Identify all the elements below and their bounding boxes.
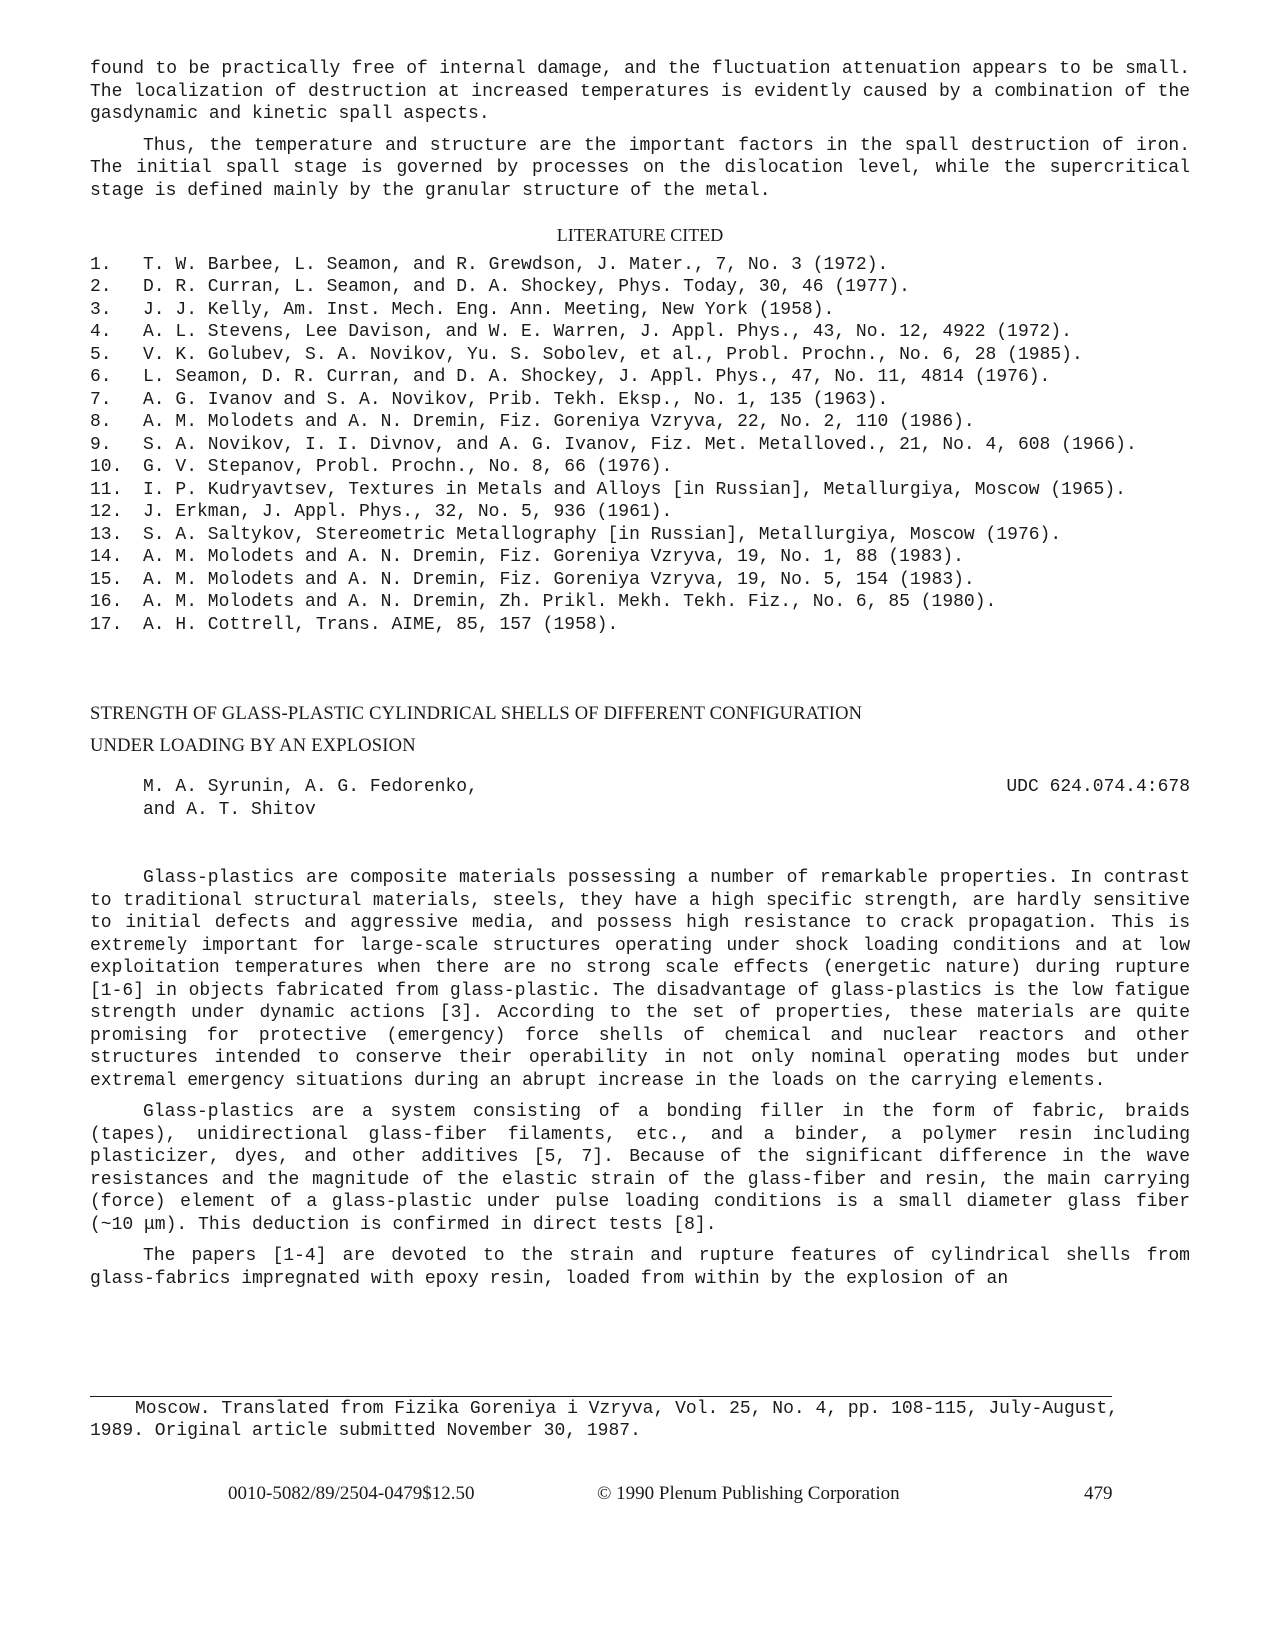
article-title-line-2: UNDER LOADING BY AN EXPLOSION [90,736,416,756]
page-footer [0,1483,1275,1507]
footnote-divider [90,1396,1112,1397]
footnote-line-1: Moscow. Translated from Fizika Goreniya i Vzryva, Vol. 25, No. 4, pp. 108-115, July-August, [135,1399,1118,1419]
reference-number: 8. [90,412,112,432]
reference-number: 3. [90,299,112,320]
reference-number: 15. [90,569,123,590]
reference-text: A. G. Ivanov and S. A. Novikov, Prib. Tekh. Eksp., No. 1, 135 (1963). [143,389,889,410]
reference-item [90,456,1190,479]
reference-text: L. Seamon, D. R. Curran, and D. A. Shockey, J. Appl. Phys., 47, No. 11, 4814 (1976). [143,367,1051,387]
reference-number: 12. [90,502,123,522]
reference-item [90,434,1190,457]
reference-text: A. L. Stevens, Lee Davison, and W. E. Warren, J. Appl. Phys., 43, No. 12, 4922 (1972). [143,322,1072,342]
reference-number: 6. [90,367,112,387]
reference-item [90,344,1190,367]
reference-number: 7. [90,389,112,410]
reference-text: J. Erkman, J. Appl. Phys., 32, No. 5, 936 (1961). [143,502,673,522]
authors [143,776,478,821]
intro-paragraph-1: found to be practically free of internal damage, and the fluctuation attenuation appears to be small. The localization of destruction at increased temperatures is evidently caused by a combination of the gasdynamic and kinetic spall aspects. [90,59,1190,124]
copyright: © 1990 Plenum Publishing Corporation [597,1483,900,1504]
footnote-line-2: 1989. Original article submitted November 30, 1987. [90,1421,641,1441]
reference-text: A. M. Molodets and A. N. Dremin, Fiz. Goreniya Vzryva, 22, No. 2, 110 (1986). [143,412,975,432]
reference-number: 17. [90,614,123,635]
footnote [90,1398,1150,1442]
article-title-line-1: STRENGTH OF GLASS-PLASTIC CYLINDRICAL SHELLS OF DIFFERENT CONFIGURATION [90,704,863,724]
reference-item [90,524,1190,547]
body-paragraph-1: Glass-plastics are composite materials possessing a number of remarkable properties. In contrast to traditional structural materials, steels, they have a high specific strength, are hardly sensitive to initial defects and aggressive media, and possess high resistance to crack propagation. This is extremely important for large-scale structures operating under shock loading conditions and at low exploitation temperatures when there are no strong scale effects (energetic nature) during rupture [1-6] in objects fabricated from glass-plastic. The disadvantage of glass-plastics is the low fatigue strength under dynamic actions [3]. According to the set of properties, these materials are quite promising for protective (emergency) force shells of chemical and nuclear reactors and other structures intended to conserve their operability in not only nominal operating modes but under extremal emergency situations during an abrupt increase in the loads on the carrying elements. [90,868,1190,1091]
intro-paragraph-2: Thus, the temperature and structure are the important factors in the spall destruction of iron. The initial spall stage is governed by processes on the dislocation level, while the supercritical stage is defined mainly by the granular structure of the metal. [90,135,1190,201]
reference-text: T. W. Barbee, L. Seamon, and R. Grewdson, J. Mater., 7, No. 3 (1972). [143,254,889,275]
reference-text: D. R. Curran, L. Seamon, and D. A. Shockey, Phys. Today, 30, 46 (1977). [143,277,910,297]
udc-code: UDC 624.074.4:678 [1006,777,1190,797]
article-body [90,867,1190,1290]
reference-number: 11. [90,479,123,500]
reference-item [90,254,1190,277]
reference-number: 10. [90,457,123,477]
reference-text: A. M. Molodets and A. N. Dremin, Zh. Prikl. Mekh. Tekh. Fiz., No. 6, 85 (1980). [143,592,997,612]
body-paragraph-3: The papers [1-4] are devoted to the strain and rupture features of cylindrical shells from glass-fabrics impregnated with epoxy resin, loaded from within by the explosion of an [90,1246,1190,1289]
reference-number: 13. [90,524,123,545]
reference-item [90,501,1190,524]
reference-text: S. A. Saltykov, Stereometric Metallography [in Russian], Metallurgiya, Moscow (1976). [143,524,1062,545]
reference-text: V. K. Golubev, S. A. Novikov, Yu. S. Sobolev, et al., Probl. Prochn., No. 6, 28 (1985). [143,344,1083,365]
authors-line-2: and A. T. Shitov [143,799,316,820]
reference-item [90,479,1190,502]
reference-number: 2. [90,277,112,297]
reference-number: 9. [90,434,112,455]
article-title [90,698,1190,762]
reference-item [90,569,1190,592]
reference-number: 14. [90,547,123,567]
reference-text: A. M. Molodets and A. N. Dremin, Fiz. Goreniya Vzryva, 19, No. 1, 88 (1983). [143,547,964,567]
reference-text: A. M. Molodets and A. N. Dremin, Fiz. Goreniya Vzryva, 19, No. 5, 154 (1983). [143,569,975,590]
reference-text: S. A. Novikov, I. I. Divnov, and A. G. Ivanov, Fiz. Met. Metalloved., 21, No. 4, 608 (1966). [143,434,1137,455]
reference-item [90,546,1190,569]
references-heading: LITERATURE CITED [556,225,724,245]
reference-text: G. V. Stepanov, Probl. Prochn., No. 8, 66 (1976). [143,457,673,477]
reference-number: 16. [90,592,123,612]
article-code: 0010-5082/89/2504-0479$12.50 [228,1483,475,1504]
reference-number: 4. [90,322,112,342]
references-list [90,254,1190,637]
reference-item [90,389,1190,412]
page-number: 479 [1084,1483,1113,1504]
reference-item [90,299,1190,322]
reference-item [90,614,1190,637]
authors-line-1: M. A. Syrunin, A. G. Fedorenko, [143,777,478,797]
authors-row [90,776,1190,821]
reference-text: I. P. Kudryavtsev, Textures in Metals and Alloys [in Russian], Metallurgiya, Moscow (1965). [143,479,1126,500]
reference-text: J. J. Kelly, Am. Inst. Mech. Eng. Ann. Meeting, New York (1958). [143,299,835,320]
reference-number: 1. [90,254,112,275]
reference-item [90,276,1190,299]
body-paragraph-2: Glass-plastics are a system consisting of a bonding filler in the form of fabric, braids (tapes), unidirectional glass-fiber filaments, etc., and a binder, a polymer resin including plasticizer, dyes, and other additives [5, 7]. Because of the significant difference in the wave resistances and the magnitude of the elastic strain of the glass-fiber and resin, the main carrying (force) element of a glass-plastic under pulse loading conditions is a small diameter glass fiber (~10 μm). This deduction is confirmed in direct tests [8]. [90,1102,1190,1235]
reference-item [90,366,1190,389]
reference-item [90,321,1190,344]
reference-text: A. H. Cottrell, Trans. AIME, 85, 157 (1958). [143,614,619,635]
reference-number: 5. [90,344,112,365]
reference-item [90,591,1190,614]
reference-item [90,411,1190,434]
page-content [90,58,1190,1290]
